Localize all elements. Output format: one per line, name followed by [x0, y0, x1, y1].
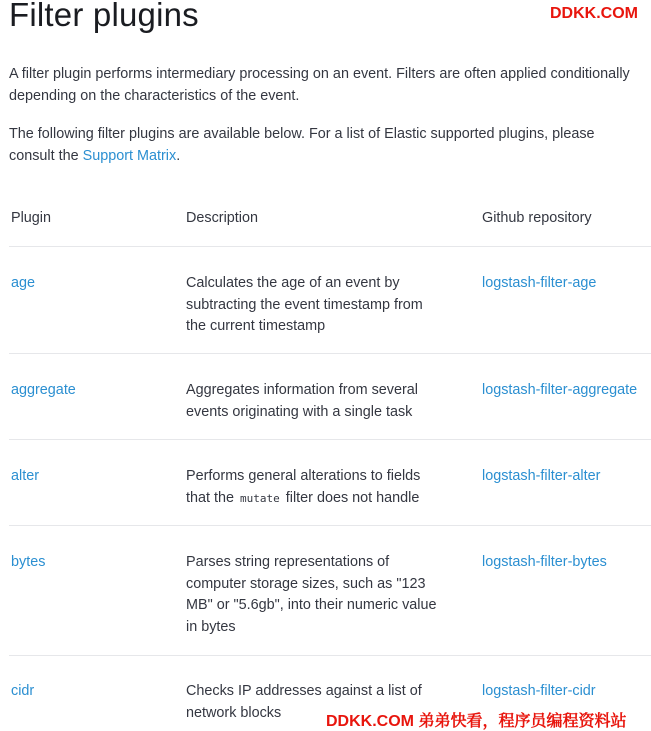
desc-line: MB" or "5.6gb", into their numeric value — [186, 597, 437, 613]
watermark-bottom: DDKK.COM 弟弟快看，程序员编程资料站 — [326, 713, 627, 730]
desc-line: computer storage sizes, such as "123 — [186, 575, 426, 592]
desc-line: the current timestamp — [186, 318, 326, 334]
desc-line: subtracting the event timestamp from — [186, 296, 423, 313]
desc-line: Parses string representations of — [186, 554, 390, 570]
plugin-description-aggregate — [186, 380, 418, 423]
header-repo: Github repository — [482, 210, 592, 226]
watermark-top: DDKK.COM — [550, 5, 638, 22]
repo-link-bytes[interactable]: logstash-filter-bytes — [482, 554, 607, 570]
desc-line: events originating with a single task — [186, 403, 413, 420]
row-divider — [9, 439, 651, 440]
support-matrix-link[interactable]: Support Matrix — [82, 148, 177, 164]
row-divider — [9, 525, 651, 526]
list-intro-text: The following filter plugins are available below. For a list of Elastic supported plugins, please consult the — [9, 126, 595, 164]
desc-text: filter does not handle — [281, 489, 420, 506]
repo-link-aggregate[interactable]: logstash-filter-aggregate — [482, 382, 638, 398]
repo-link-cidr[interactable]: logstash-filter-cidr — [482, 683, 596, 699]
row-divider — [9, 655, 651, 656]
header-plugin: Plugin — [11, 210, 52, 226]
desc-line: Aggregates information from several — [186, 382, 418, 398]
desc-line: network blocks — [186, 704, 282, 721]
plugin-description-age — [186, 273, 423, 338]
plugin-link-alter[interactable]: alter — [11, 468, 39, 484]
row-divider — [9, 246, 651, 247]
repo-link-alter[interactable]: logstash-filter-alter — [482, 468, 601, 484]
plugin-description-bytes — [186, 552, 437, 638]
desc-line — [186, 488, 420, 510]
list-intro-paragraph — [9, 123, 644, 167]
list-intro-end: . — [176, 148, 181, 164]
page-title: Filter plugins — [9, 0, 199, 33]
header-description: Description — [186, 210, 258, 226]
desc-text: that the — [186, 489, 239, 506]
plugin-link-age[interactable]: age — [11, 275, 36, 291]
plugin-link-aggregate[interactable]: aggregate — [11, 382, 76, 398]
plugin-description-alter — [186, 466, 420, 509]
mutate-code: mutate — [240, 491, 280, 505]
plugin-link-cidr[interactable]: cidr — [11, 683, 35, 699]
desc-line: in bytes — [186, 618, 236, 635]
plugin-link-bytes[interactable]: bytes — [11, 554, 46, 570]
desc-line: Checks IP addresses against a list of — [186, 683, 422, 699]
repo-link-age[interactable]: logstash-filter-age — [482, 275, 597, 291]
desc-line: Performs general alterations to fields — [186, 468, 421, 484]
desc-line: Calculates the age of an event by — [186, 275, 400, 291]
row-divider — [9, 353, 651, 354]
intro-paragraph: A filter plugin performs intermediary processing on an event. Filters are often applied conditionally depending on the characteristics of the event. — [9, 66, 630, 104]
